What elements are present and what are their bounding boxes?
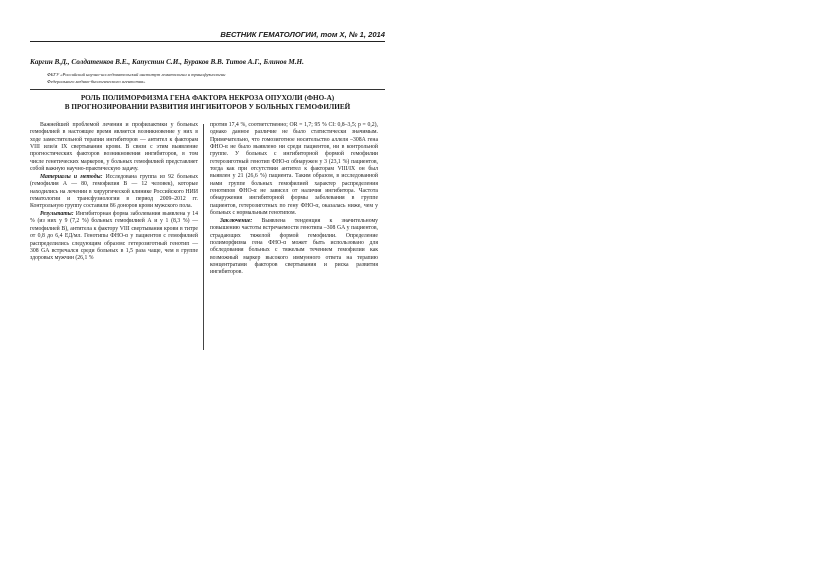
- results-continued: против 17,4 %, соответственно; OR = 1,7; 95 % CI: 0,8–3,5; p = 0,2), однако данное различие не было статистически значимым. Примечательно, что гомозиготное носительство аллеля –308A гена ФНО-α не было выявлено ни среди пациентов, ни в контрольной группе. У больных с ингибиторной формой гемофилии гетерозиготный генотип ФНО-α обнаружен у 3 (23,1 %) пациентов, тогда как при отсутствии антител к факторам VIII/IX он был выявлен у 21 (26,6 %) пациента. Таким образом, в исследованной нами группе больных гемофилией характер распределения генотипов ФНО-α не зависел от наличия ингибитора. Частота обнаружения ингибиторной формы заболевания в группе пациентов, гетерозиготных по гену ФНО-α, оказалась ниже, чем у больных с нормальным генотипом.: [210, 122, 378, 217]
- article-title: [30, 94, 385, 112]
- affiliation-line: Федерального медико-биологического агентства»: [47, 78, 146, 84]
- column-divider: [203, 124, 204, 350]
- results-text: Ингибиторная форма заболевания выявлена у 14 % (из них у 9 (7,2 %) больных гемофилией А и у 1 (8,3 %) — гемофилией В), антитела к фактору VIII свертывания крови в титре от 0,8 до 6,4 ЕД/мл. Генотипы ФНО-α у пациентов с гемофилией распределились следующим образом: гетерозиготный генотип — 308 GA встречался среди больных в 1,5 раза чаще, чем в группе здоровых мужчин (26,1 %: [30, 211, 199, 262]
- conclusion-heading: Заключение:: [220, 217, 253, 224]
- affiliation-line: ФБГУ «Российский научно-исследовательский институт гематологии и трансфузиологии: [47, 72, 226, 77]
- methods-heading: Материалы и методы:: [40, 173, 103, 180]
- methods-paragraph: [30, 174, 198, 211]
- intro-paragraph: Важнейшей проблемой лечения и профилактики у больных гемофилией в настоящее время является возникновение у них в ходе заместительной терапии ингибиторов — антител к факторам VIII или/и IX свертывания крови. В связи с этим выявление прогностических факторов возникновения ингибиторов, в том числе генетических маркеров, у больных гемофилией представляет собой важную научно-практическую задачу.: [30, 122, 198, 173]
- title-line: РОЛЬ ПОЛИМОРФИЗМА ГЕНА ФАКТОРА НЕКРОЗА ОПУХОЛИ (ФНО-Α): [80, 94, 335, 102]
- journal-header: ВЕСТНИК ГЕМАТОЛОГИИ, том Х, № 1, 2014: [220, 30, 385, 39]
- right-column: [210, 122, 378, 277]
- results-paragraph: [30, 211, 198, 262]
- conclusion-text: Выявлена тенденция к значительному повышению частоты встречаемости генотипа –308 GA у пациентов, страдающих тяжелой формой гемофилии. Определение полиморфизма гена ФНО-α может быть использовано для обследования больных с тяжелым течением гемофилии как возможный маркер высокого иммунного ответа на терапию концентратами факторов свертывания и риска развития ингибиторов.: [210, 217, 378, 276]
- authors: Каргин В.Д., Солдатенков В.Е., Капустин С.И., Бураков В.В. Титов А.Г., Блинов М.Н.: [30, 58, 304, 66]
- results-heading: Результаты:: [40, 211, 74, 218]
- title-line: В ПРОГНОЗИРОВАНИИ РАЗВИТИЯ ИНГИБИТОРОВ У БОЛЬНЫХ ГЕМОФИЛИЕЙ: [64, 103, 351, 111]
- left-column: [30, 122, 198, 263]
- affiliation-separator: [30, 89, 385, 90]
- methods-text: Исследована группа из 92 больных (гемофилия А — 80, гемофилия В — 12 человек), которые находились на лечении в хирургической клинике Российского НИИ гематологии и трансфузиологии в период 2009–2012 гг. Контрольную группу составили 86 доноров крови мужского пола.: [30, 173, 199, 210]
- conclusion-paragraph: [210, 218, 378, 277]
- affiliation: [47, 72, 367, 85]
- header-rule: [30, 41, 385, 42]
